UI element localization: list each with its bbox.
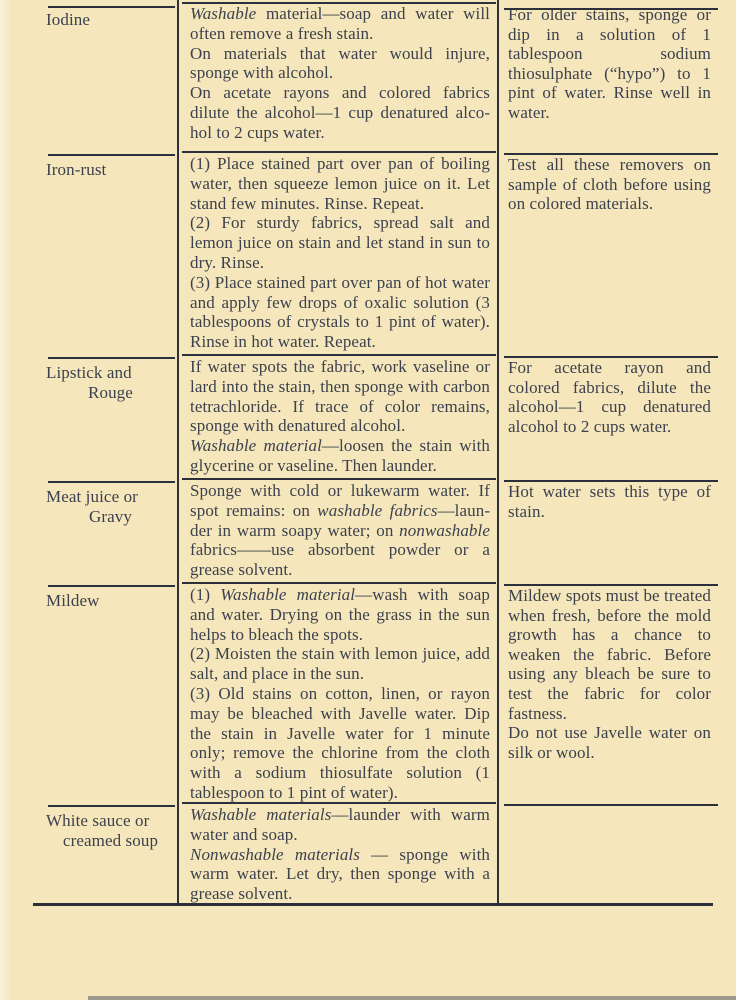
- stain-name: Gravy: [89, 506, 132, 526]
- method-paragraph: (1) Place stained part over pan of boiling water, then squeeze lemon juice on it. Let stand few minutes. Rinse. Repeat.: [190, 154, 490, 213]
- row-divider: [48, 805, 175, 807]
- method-cell: [179, 353, 499, 477]
- method-cell: [179, 581, 499, 801]
- stain-name: creamed soup: [62, 830, 159, 850]
- row-divider: [48, 154, 175, 156]
- method-paragraph: If water spots the fabric, work vaseline or lard into the stain, then sponge with carbon tetrachloride. If trace of color remains, sponge with denatured alcohol.: [190, 357, 490, 436]
- notes-paragraph: Hot water sets this type of stain.: [508, 482, 711, 521]
- method-paragraph: (2) Moisten the stain with lemon juice, add salt, and place in the sun.: [190, 644, 490, 684]
- notes-paragraph: For acetate rayon and colored fabrics, dilute the alcohol—1 cup denatured alcohol to 2 cups water.: [508, 358, 711, 436]
- notes-cell: [499, 0, 736, 150]
- stain-name: Meat juice or: [46, 487, 138, 506]
- notes-paragraph: Mildew spots must be treated when fresh, before the mold growth has a chance to weaken the fabric. Before using any bleach be sure to test the fabric for color fastness.: [508, 586, 711, 723]
- notes-cell: [499, 477, 736, 581]
- stain-name-cell: [0, 150, 179, 353]
- column-divider-right: [497, 0, 499, 906]
- table-row-iodine: [0, 0, 736, 150]
- method-paragraph: Washable material—soap and water will often remove a fresh stain.: [190, 4, 490, 43]
- notes-cell: [499, 150, 736, 353]
- table-row-meat-juice-gravy: [0, 477, 736, 581]
- notes-paragraph: Test all these removers on sample of cloth before using on colored materials.: [508, 155, 711, 214]
- stain-name-cell: [0, 353, 179, 477]
- method-cell: [179, 0, 499, 150]
- row-divider: [182, 582, 496, 584]
- method-paragraph: Washable material—loosen the stain with glycerine or vaseline. Then launder.: [190, 436, 490, 475]
- method-paragraph: On acetate rayons and colored fabrics dilute the alcohol—1 cup denatured alcohol to 2 cups water.: [190, 83, 490, 142]
- table-row-white-sauce: [0, 801, 736, 906]
- notes-paragraph: For older stains, sponge or dip in a solution of 1 tablespoon sodium thiosulphate (“hypo”) to 1 pint of water. Rinse well in water.: [508, 5, 711, 122]
- row-divider: [48, 357, 175, 359]
- stain-name-cell: [0, 801, 179, 906]
- table-row-lipstick-rouge: [0, 353, 736, 477]
- row-divider: [182, 478, 496, 480]
- method-paragraph: Sponge with cold or lukewarm water. If spot remains: on washable fabrics—launder in warm soapy water; on nonwashable fabrics——use absorbent powder or a grease solvent.: [190, 481, 491, 580]
- method-cell: [179, 801, 499, 906]
- row-divider: [504, 584, 718, 586]
- stain-name: Mildew: [46, 591, 100, 610]
- stain-name: Iodine: [46, 10, 91, 29]
- method-paragraph: (1) Washable material—wash with soap and water. Drying on the grass in the sun helps to bleach the spots.: [190, 585, 490, 644]
- method-cell: [179, 150, 499, 353]
- stain-name-cell: [0, 581, 179, 801]
- row-divider: [48, 481, 175, 483]
- table-row-mildew: [0, 581, 736, 801]
- row-divider: [504, 8, 718, 10]
- method-paragraph: Washable materials—launder with warm water and soap.: [190, 805, 490, 844]
- row-divider: [182, 151, 496, 153]
- column-divider-left: [177, 0, 179, 906]
- row-divider: [48, 6, 175, 8]
- row-divider: [504, 356, 718, 358]
- notes-cell: [499, 581, 736, 801]
- method-cell: [179, 477, 499, 581]
- method-paragraph: Nonwashable materials — sponge with warm water. Let dry, then sponge with a grease solvent.: [190, 844, 490, 904]
- stain-name-cell: [0, 477, 179, 581]
- stain-name: Rouge: [88, 382, 133, 402]
- row-divider: [182, 354, 496, 356]
- row-divider: [504, 804, 718, 806]
- method-paragraph: On materials that water would injure, sponge with alcohol.: [190, 43, 490, 83]
- stain-name: White sauce or: [46, 811, 150, 830]
- scan-bottom-edge-shadow: [88, 996, 736, 1000]
- method-paragraph: (3) Place stained part over pan of hot water and apply few drops of oxalic solution (3 tablespoons of crystals to 1 pint of water). Rinse in hot water. Repeat.: [190, 272, 490, 352]
- stain-name: Iron-rust: [46, 160, 107, 179]
- table-row-iron-rust: [0, 150, 736, 353]
- method-paragraph: (2) For sturdy fabrics, spread salt and lemon juice on stain and let stand in sun to dry. Rinse.: [190, 213, 490, 272]
- notes-paragraph: Do not use Javelle water on silk or wool.: [508, 723, 711, 762]
- notes-cell: [499, 353, 736, 477]
- notes-cell: [499, 801, 736, 906]
- row-divider: [48, 585, 175, 587]
- method-paragraph: (3) Old stains on cotton, linen, or rayon may be bleached with Javelle water. Dip the stain in Javelle water for 1 minute only; remove the chlorine from the cloth with a sodium thiosulfate solution (1 tablespoon to 1 pint of water).: [190, 683, 490, 802]
- row-divider: [182, 802, 496, 804]
- row-divider: [504, 480, 718, 482]
- row-divider: [182, 2, 496, 4]
- stain-name-cell: [0, 0, 179, 150]
- table-bottom-rule: [33, 903, 713, 906]
- row-divider: [504, 153, 718, 155]
- stain-name: Lipstick and: [46, 363, 132, 382]
